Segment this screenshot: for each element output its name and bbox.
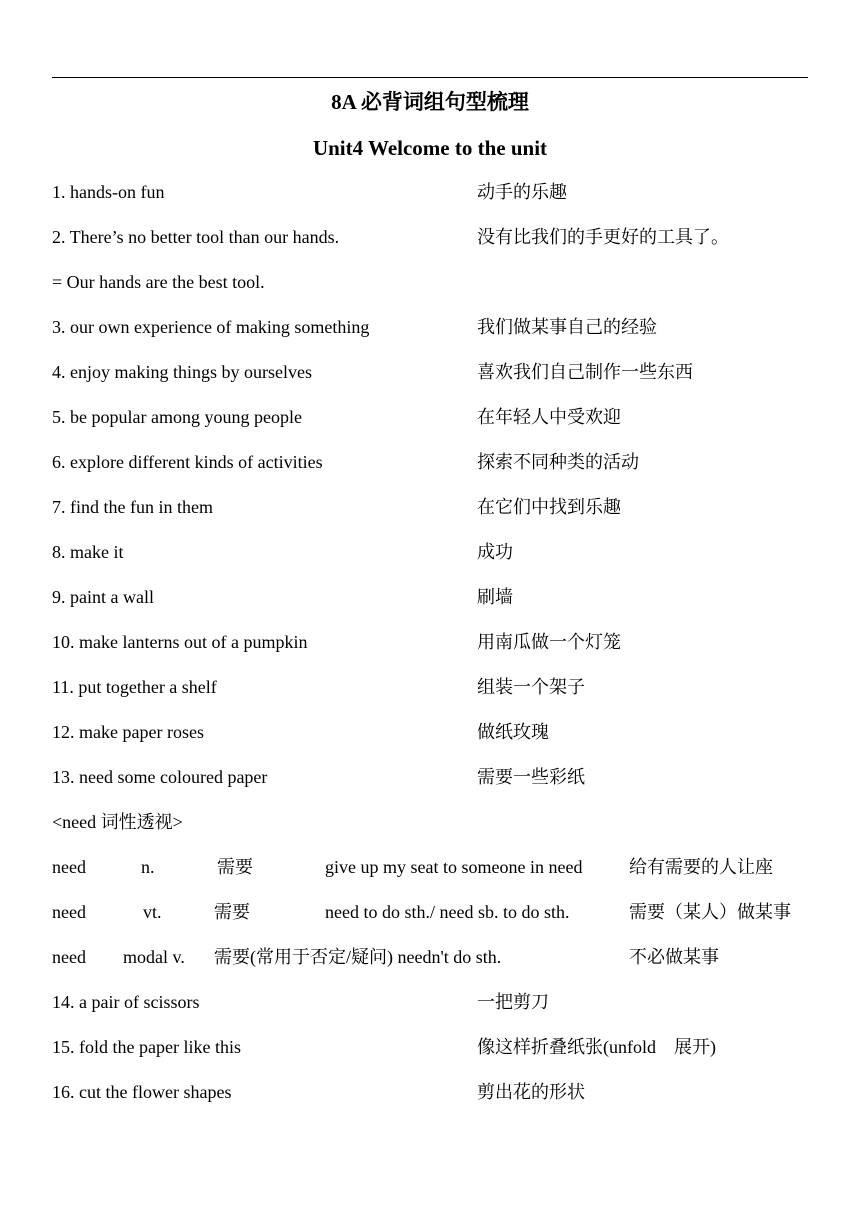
phrase-english: 6. explore different kinds of activities <box>52 452 323 472</box>
pos-word: need <box>52 902 86 922</box>
phrase-row <box>52 404 812 430</box>
page-title: 8A 必背词组句型梳理 <box>331 90 529 114</box>
phrase-english: 14. a pair of scissors <box>52 992 200 1012</box>
pos-label: modal v. <box>123 947 185 967</box>
pos-meaning: 需要(常用于否定/疑问) needn't do sth. <box>214 947 502 967</box>
pos-translation: 不必做某事 <box>629 947 719 967</box>
header-rule <box>52 77 808 78</box>
phrase-row <box>52 269 812 295</box>
phrase-row <box>52 314 812 340</box>
pos-row <box>52 944 812 970</box>
phrase-row <box>52 719 812 745</box>
phrase-english: 2. There’s no better tool than our hands. <box>52 227 340 247</box>
phrase-chinese: 用南瓜做一个灯笼 <box>477 632 621 652</box>
phrase-chinese: 组装一个架子 <box>477 677 585 697</box>
phrase-chinese: 喜欢我们自己制作一些东西 <box>477 362 693 382</box>
phrase-chinese: 剪出花的形状 <box>477 1082 585 1102</box>
phrase-english: 15. fold the paper like this <box>52 1037 241 1057</box>
phrase-english: 16. cut the flower shapes <box>52 1082 232 1102</box>
pos-label: vt. <box>143 902 162 922</box>
phrase-chinese: 做纸玫瑰 <box>477 722 549 742</box>
phrase-row <box>52 584 812 610</box>
note-heading: <need 词性透视> <box>52 812 183 832</box>
phrase-chinese: 一把剪刀 <box>477 992 549 1012</box>
phrase-row <box>52 359 812 385</box>
phrase-english: 4. enjoy making things by ourselves <box>52 362 312 382</box>
pos-example: need to do sth./ need sb. to do sth. <box>325 902 570 922</box>
phrase-row <box>52 674 812 700</box>
pos-translation: 需要（某人）做某事 <box>629 902 791 922</box>
phrase-row <box>52 629 812 655</box>
pos-meaning: 需要 <box>217 857 253 877</box>
phrase-row <box>52 1034 812 1060</box>
phrase-english: 5. be popular among young people <box>52 407 302 427</box>
phrase-english: 8. make it <box>52 542 124 562</box>
phrase-english: 11. put together a shelf <box>52 677 217 697</box>
phrase-english: 3. our own experience of making something <box>52 317 370 337</box>
phrase-english: 12. make paper roses <box>52 722 204 742</box>
pos-row <box>52 899 812 925</box>
phrase-chinese: 探索不同种类的活动 <box>477 452 639 472</box>
pos-word: need <box>52 947 86 967</box>
phrase-chinese: 动手的乐趣 <box>477 182 567 202</box>
unit-title: Unit4 Welcome to the unit <box>312 136 548 160</box>
phrase-chinese: 在年轻人中受欢迎 <box>477 407 621 427</box>
phrase-english: 10. make lanterns out of a pumpkin <box>52 632 308 652</box>
pos-label: n. <box>141 857 155 877</box>
phrase-english: = Our hands are the best tool. <box>52 272 265 292</box>
phrase-english: 1. hands-on fun <box>52 182 165 202</box>
phrase-english: 13. need some coloured paper <box>52 767 268 787</box>
pos-translation: 给有需要的人让座 <box>629 857 773 877</box>
phrase-row <box>52 989 812 1015</box>
phrase-chinese: 在它们中找到乐趣 <box>477 497 621 517</box>
phrase-row <box>52 449 812 475</box>
phrase-chinese: 成功 <box>477 542 513 562</box>
phrase-row <box>52 179 812 205</box>
pos-word: need <box>52 857 86 877</box>
pos-example: give up my seat to someone in need <box>325 857 583 877</box>
phrase-chinese: 我们做某事自己的经验 <box>477 317 657 337</box>
phrase-row <box>52 1079 812 1105</box>
phrase-chinese: 像这样折叠纸张(unfold 展开) <box>477 1037 716 1057</box>
phrase-row <box>52 224 812 250</box>
phrase-row <box>52 539 812 565</box>
phrase-row <box>52 494 812 520</box>
phrase-chinese: 没有比我们的手更好的工具了。 <box>477 227 729 247</box>
phrase-row <box>52 764 812 790</box>
note-heading-row <box>52 809 812 835</box>
pos-meaning: 需要 <box>214 902 250 922</box>
phrase-chinese: 刷墙 <box>477 587 513 607</box>
phrase-english: 7. find the fun in them <box>52 497 213 517</box>
phrase-chinese: 需要一些彩纸 <box>477 767 585 787</box>
pos-row <box>52 854 812 880</box>
phrase-english: 9. paint a wall <box>52 587 154 607</box>
